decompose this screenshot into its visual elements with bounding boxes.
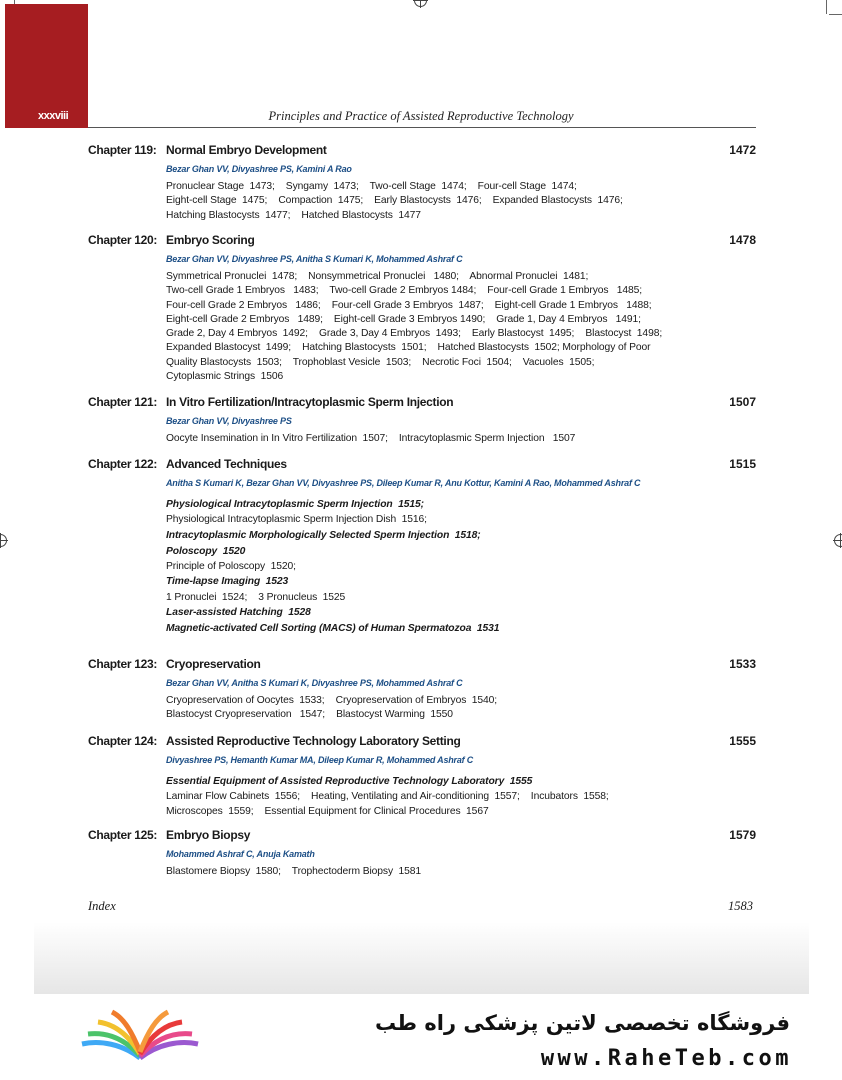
topic-list bbox=[166, 774, 609, 819]
section-heading: Essential Equipment of Assisted Reproductive Technology Laboratory 1555 bbox=[166, 776, 533, 787]
section-heading: Intracytoplasmic Morphologically Selected Sperm Injection 1518; bbox=[166, 529, 481, 541]
topic-line: Physiological Intracytoplasmic Sperm Injection Dish 1516; bbox=[166, 514, 427, 526]
chapter-authors: Bezar Ghan VV, Divyashree PS bbox=[166, 416, 292, 426]
chapter-title[interactable]: In Vitro Fertilization/Intracytoplasmic Sperm Injection bbox=[166, 395, 454, 409]
topic-list bbox=[166, 432, 575, 446]
chapter-page: 1472 bbox=[729, 143, 756, 157]
chapter-number: Chapter 119: bbox=[88, 143, 157, 157]
chapter-authors: Bezar Ghan VV, Divyashree PS, Anitha S Kumari K, Mohammed Ashraf C bbox=[166, 254, 463, 264]
topic-line: Cryopreservation of Oocytes 1533; Cryopreservation of Embryos 1540; bbox=[166, 695, 498, 706]
topic-line: Two-cell Grade 1 Embryos 1483; Two-cell Grade 2 Embryos 1484; Four-cell Grade 1 Embryos 1485; bbox=[166, 285, 642, 297]
page-number: xxxviii bbox=[38, 110, 69, 122]
registration-mark-top bbox=[414, 0, 427, 7]
topic-line: Four-cell Grade 2 Embryos 1486; Four-cell Grade 3 Embryos 1487; Eight-cell Grade 1 Embryos 1488; bbox=[166, 299, 652, 311]
topic-line: Blastomere Biopsy 1580; Trophectoderm Biopsy 1581 bbox=[166, 866, 422, 877]
chapter-page: 1555 bbox=[729, 734, 756, 748]
index-entry[interactable] bbox=[88, 899, 753, 914]
topic-line: Blastocyst Cryopreservation 1547; Blastocyst Warming 1550 bbox=[166, 709, 453, 721]
section-heading: Magnetic-activated Cell Sorting (MACS) of Human Spermatozoa 1531 bbox=[166, 623, 500, 635]
index-label: Index bbox=[88, 899, 116, 913]
topic-line: Symmetrical Pronuclei 1478; Nonsymmetrical Pronuclei 1480; Abnormal Pronuclei 1481; bbox=[166, 271, 589, 282]
chapter-title[interactable]: Normal Embryo Development bbox=[166, 143, 327, 157]
registration-mark-left bbox=[0, 534, 7, 547]
crop-mark bbox=[14, 0, 15, 4]
topic-list bbox=[166, 497, 499, 638]
chapter-title[interactable]: Embryo Biopsy bbox=[166, 828, 251, 842]
topic-list bbox=[166, 694, 497, 723]
topic-line: Eight-cell Stage 1475; Compaction 1475; Early Blastocysts 1476; Expanded Blastocysts 1476; bbox=[166, 195, 623, 207]
section-heading: Time-lapse Imaging 1523 bbox=[166, 576, 289, 588]
topic-line: Grade 2, Day 4 Embryos 1492; Grade 3, Day 4 Embryos 1493; Early Blastocyst 1495; Blastocyst 1498; bbox=[166, 328, 663, 340]
chapter-title[interactable]: Cryopreservation bbox=[166, 657, 261, 671]
topic-list bbox=[166, 180, 623, 223]
chapter-number: Chapter 120: bbox=[88, 233, 158, 247]
topic-line: 1 Pronuclei 1524; 3 Pronucleus 1525 bbox=[166, 591, 346, 603]
registration-mark-right bbox=[834, 534, 842, 547]
chapter-title[interactable]: Embryo Scoring bbox=[166, 233, 255, 247]
topic-list bbox=[166, 270, 662, 384]
topic-line: Oocyte Insemination in In Vitro Fertilization 1507; Intracytoplasmic Sperm Injection 1507 bbox=[166, 433, 576, 444]
crop-mark bbox=[826, 0, 827, 14]
topic-line: Eight-cell Grade 2 Embryos 1489; Eight-cell Grade 3 Embryos 1490; Grade 1, Day 4 Embryos 1491; bbox=[166, 313, 641, 325]
chapter-title[interactable]: Assisted Reproductive Technology Laboratory Setting bbox=[166, 734, 461, 748]
topic-line: Laminar Flow Cabinets 1556; Heating, Ventilating and Air-conditioning 1557; Incubators 1558; bbox=[166, 791, 609, 803]
topic-line: Hatching Blastocysts 1477; Hatched Blastocysts 1477 bbox=[166, 209, 421, 221]
chapter-page: 1579 bbox=[729, 828, 756, 842]
chapter-page: 1478 bbox=[729, 233, 756, 247]
topic-line: Cytoplasmic Strings 1506 bbox=[166, 371, 284, 383]
index-page: 1583 bbox=[728, 899, 753, 913]
topic-line: Principle of Poloscopy 1520; bbox=[166, 561, 296, 573]
chapter-number: Chapter 123: bbox=[88, 657, 158, 671]
chapter-authors: Divyashree PS, Hemanth Kumar MA, Dileep Kumar R, Mohammed Ashraf C bbox=[166, 755, 474, 765]
chapter-page: 1507 bbox=[729, 395, 756, 409]
chapter-authors: Anitha S Kumari K, Bezar Ghan VV, Divyashree PS, Dileep Kumar R, Anu Kottur, Kamini A Rao, Mohammed Ashraf C bbox=[166, 478, 641, 488]
footer-fade bbox=[34, 922, 809, 994]
crop-mark bbox=[829, 14, 842, 15]
chapter-authors: Bezar Ghan VV, Anitha S Kumari K, Divyashree PS, Mohammed Ashraf C bbox=[166, 678, 463, 688]
topic-line: Microscopes 1559; Essential Equipment for Clinical Procedures 1567 bbox=[166, 805, 489, 817]
section-heading: Laser-assisted Hatching 1528 bbox=[166, 607, 311, 619]
topic-line: Expanded Blastocyst 1499; Hatching Blastocysts 1501; Hatched Blastocysts 1502; Morphology of Poor bbox=[166, 342, 651, 354]
running-title: Principles and Practice of Assisted Reproductive Technology bbox=[268, 109, 574, 123]
open-book-logo-icon bbox=[78, 1008, 202, 1064]
chapter-page: 1533 bbox=[729, 657, 756, 671]
section-heading: Poloscopy 1520 bbox=[166, 545, 246, 557]
topic-list bbox=[166, 865, 421, 879]
chapter-number: Chapter 125: bbox=[88, 828, 158, 842]
shop-url[interactable]: www.RaheTeb.com bbox=[540, 1046, 792, 1071]
chapter-number: Chapter 124: bbox=[88, 734, 158, 748]
section-heading: Physiological Intracytoplasmic Sperm Injection 1515; bbox=[166, 499, 424, 510]
chapter-authors: Mohammed Ashraf C, Anuja Kamath bbox=[166, 849, 315, 859]
topic-line: Quality Blastocysts 1503; Trophoblast Vesicle 1503; Necrotic Foci 1504; Vacuoles 1505; bbox=[166, 356, 595, 368]
chapter-title[interactable]: Advanced Techniques bbox=[166, 457, 287, 471]
chapter-authors: Bezar Ghan VV, Divyashree PS, Kamini A Rao bbox=[166, 164, 352, 174]
chapter-page: 1515 bbox=[729, 457, 756, 471]
header-rule bbox=[88, 127, 756, 128]
shop-name: فروشگاه تخصصی لاتین پزشکی راه طب bbox=[375, 1011, 790, 1035]
topic-line: Pronuclear Stage 1473; Syngamy 1473; Two-cell Stage 1474; Four-cell Stage 1474; bbox=[166, 181, 577, 192]
chapter-number: Chapter 121: bbox=[88, 395, 158, 409]
chapter-number: Chapter 122: bbox=[88, 457, 158, 471]
